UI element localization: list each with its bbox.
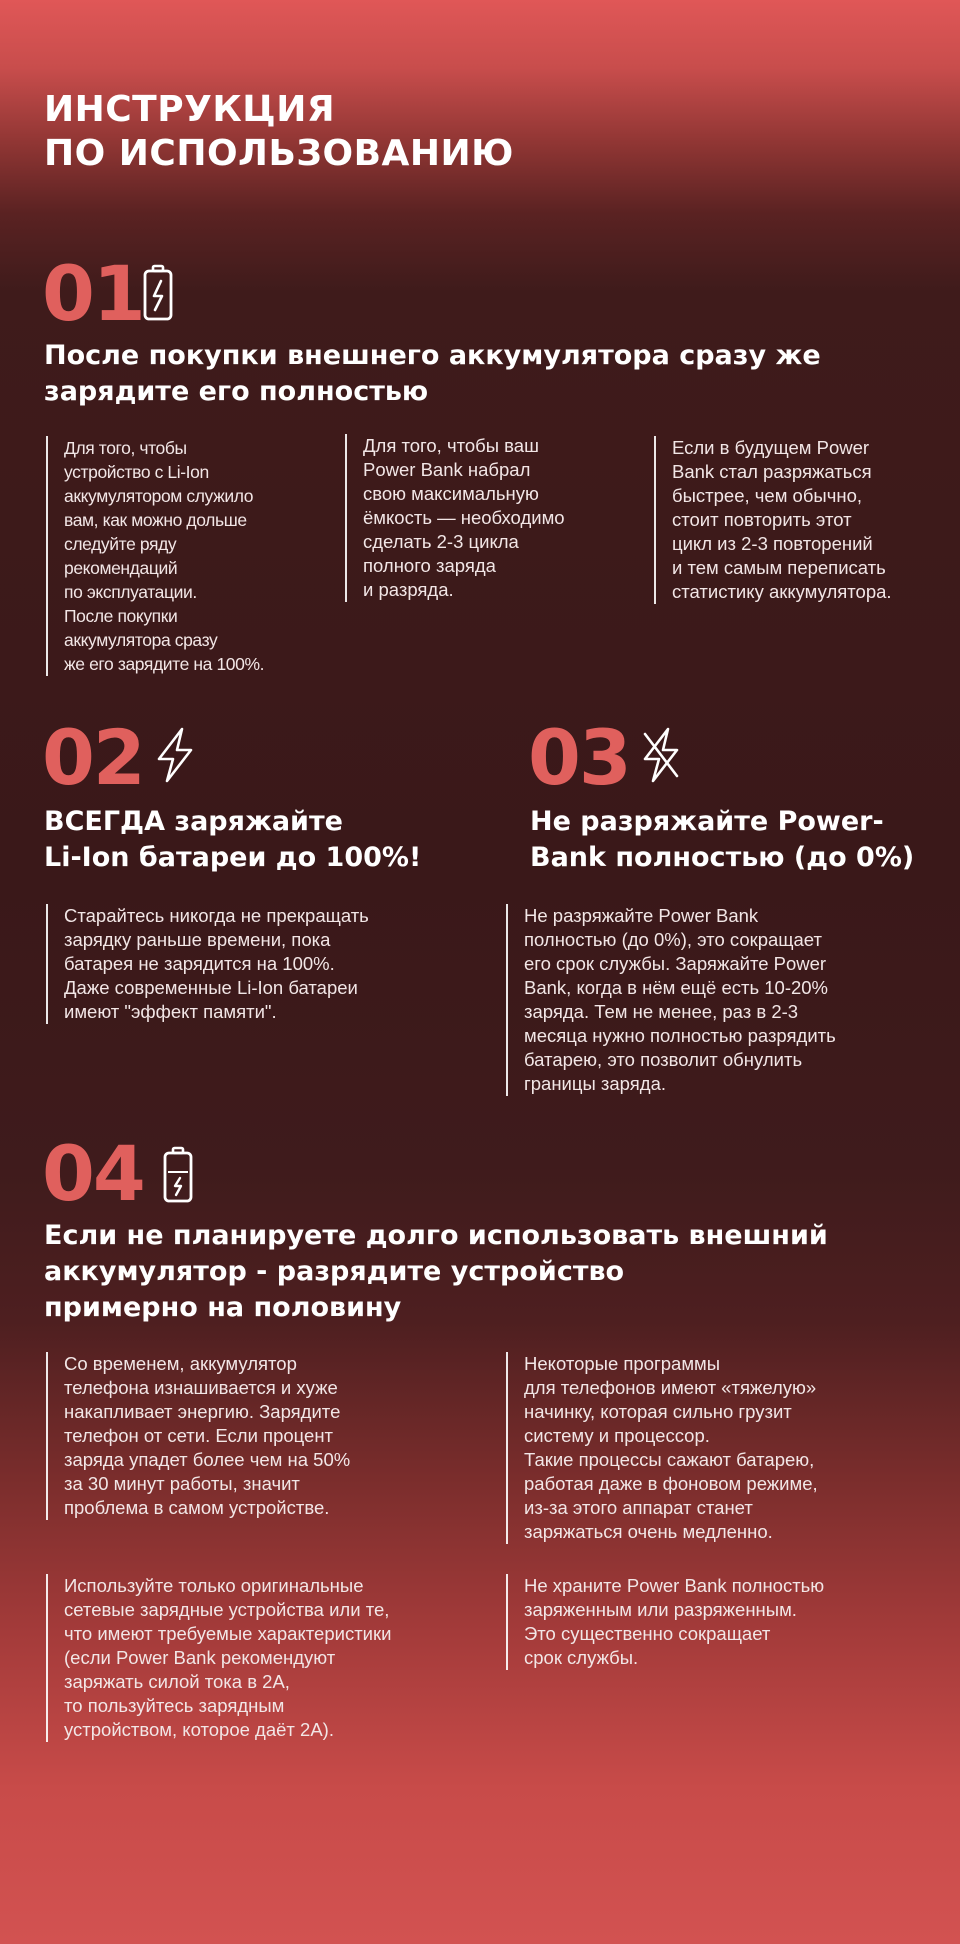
section-01-text-2: Для того, чтобы ваш Power Bank набрал свою максимальную ёмкость — необходимо сделать 2-3 цикла полного заряда и разряда. bbox=[345, 434, 613, 602]
section-number-03: 03 bbox=[528, 713, 630, 802]
section-number-02: 02 bbox=[42, 713, 144, 802]
section-02-text: Старайтесь никогда не прекращать зарядку раньше времени, пока батарея не зарядится на 100%. Даже современные Li-Ion батареи имеют "эффект памяти". bbox=[46, 904, 484, 1024]
section-01-text-3: Если в будущем Power Bank стал разряжаться быстрее, чем обычно, стоит повторить этот цикл из 2-3 повторений и тем самым переписать статистику аккумулятора. bbox=[654, 436, 942, 604]
section-heading-01: После покупки внешнего аккумулятора сразу же зарядите его полностью bbox=[44, 340, 821, 407]
page-title: ИНСТРУКЦИЯ ПО ИСПОЛЬЗОВАНИЮ bbox=[44, 89, 514, 174]
battery-bolt-icon bbox=[142, 264, 174, 322]
section-heading-03: Не разряжайте Power- Bank полностью (до 0%) bbox=[530, 806, 915, 873]
battery-half-icon bbox=[162, 1146, 194, 1204]
section-04-text-2: Некоторые программы для телефонов имеют «тяжелую» начинку, которая сильно грузит систему и процессор. Такие процессы сажают батарею, работая даже в фоновом режиме, из-за этого аппарат станет заряжаться очень медленно. bbox=[506, 1352, 944, 1544]
section-number-01: 01 bbox=[42, 249, 144, 338]
lightning-off-icon bbox=[640, 726, 682, 784]
lightning-icon bbox=[154, 726, 196, 784]
section-03-text: Не разряжайте Power Bank полностью (до 0%), это сокращает его срок службы. Заряжайте Power Bank, когда в нём ещё есть 10-20% заряда. Тем не менее, раз в 2-3 месяца нужно полностью разрядить батарею, это позволит обнулить границы заряда. bbox=[506, 904, 944, 1096]
section-number-04: 04 bbox=[42, 1129, 144, 1218]
section-heading-02: ВСЕГДА заряжайте Li-Ion батареи до 100%! bbox=[44, 806, 422, 873]
section-04-text-1: Со временем, аккумулятор телефона изнашивается и хуже накапливает энергию. Зарядите телефон от сети. Если процент заряда упадет более чем на 50% за 30 минут работы, значит проблема в самом устройстве. bbox=[46, 1352, 484, 1520]
section-heading-04: Если не планируете долго использовать внешний аккумулятор - разрядите устройство примерно на половину bbox=[44, 1220, 828, 1323]
section-04-text-4: Не храните Power Bank полностью заряженным или разряженным. Это существенно сокращает срок службы. bbox=[506, 1574, 944, 1670]
section-04-text-3: Используйте только оригинальные сетевые зарядные устройства или те, что имеют требуемые характеристики (если Power Bank рекомендуют заряжать силой тока в 2А, то пользуйтесь зарядным устройством, которое даёт 2А). bbox=[46, 1574, 484, 1742]
section-01-text-1: Для того, чтобы устройство с Li-Ion аккумулятором служило вам, как можно дольше следуйте ряду рекомендаций по эксплуатации. После покупки аккумулятора сразу же его зарядите на 100%. bbox=[46, 436, 314, 676]
